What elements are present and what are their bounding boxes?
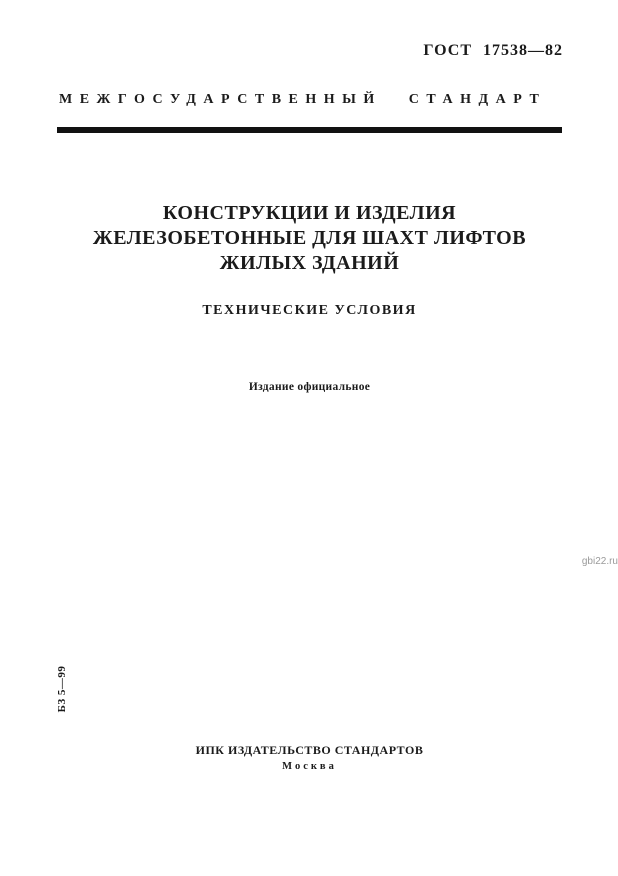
title-line-1: КОНСТРУКЦИИ И ИЗДЕЛИЯ — [162, 202, 457, 224]
standard-type-banner: МЕЖГОСУДАРСТВЕННЫЙ СТАНДАРТ — [59, 92, 547, 107]
title-line-3: ЖИЛЫХ ЗДАНИЙ — [219, 252, 400, 274]
publisher-name: ИПК ИЗДАТЕЛЬСТВО СТАНДАРТОВ — [195, 743, 424, 757]
standard-number: ГОСТ 17538—82 — [423, 42, 563, 59]
edition-note: Издание официальное — [248, 381, 371, 393]
title-line-2: ЖЕЛЕЗОБЕТОННЫЕ ДЛЯ ШАХТ ЛИФТОВ — [92, 227, 527, 249]
header-rule — [57, 127, 562, 133]
document-title — [57, 201, 562, 276]
document-subtitle: ТЕХНИЧЕСКИЕ УСЛОВИЯ — [202, 303, 417, 318]
site-watermark: gbi22.ru — [581, 556, 618, 567]
side-registration-code: БЗ 5—99 — [56, 665, 68, 713]
publisher-city: Москва — [282, 761, 337, 772]
